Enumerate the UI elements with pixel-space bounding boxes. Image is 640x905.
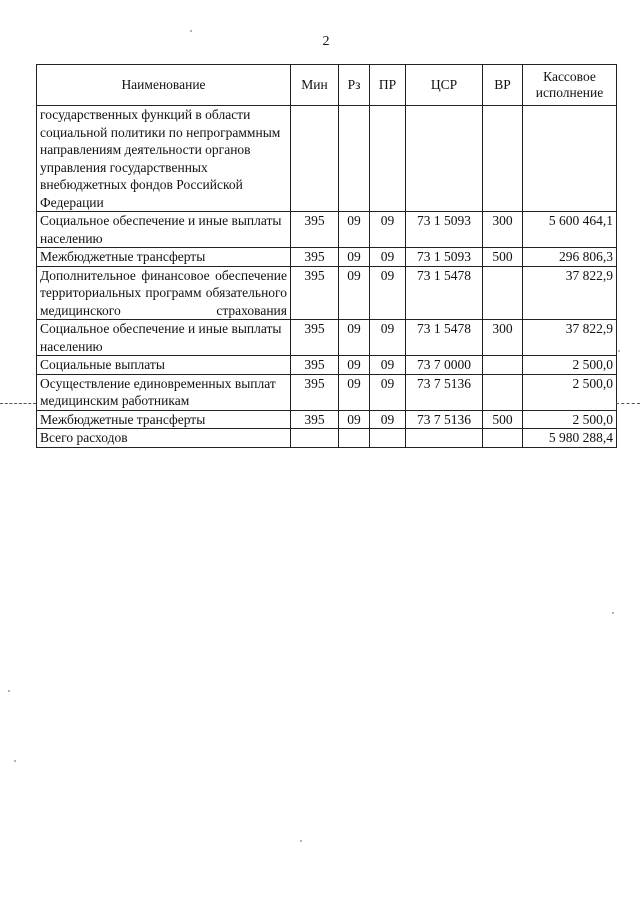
row-min: 395 xyxy=(291,266,339,320)
row-rz: 09 xyxy=(339,212,370,248)
table-row xyxy=(37,266,617,320)
row-csr: 73 7 0000 xyxy=(406,356,483,375)
header-pr: ПР xyxy=(370,65,406,106)
row-amount: 37 822,9 xyxy=(523,266,617,320)
row-rz: 09 xyxy=(339,374,370,410)
row-vr: 500 xyxy=(483,410,523,429)
scan-speck xyxy=(190,30,192,32)
expenditure-table xyxy=(36,64,617,448)
row-pr: 09 xyxy=(370,320,406,356)
row-csr xyxy=(406,106,483,212)
row-min xyxy=(291,429,339,448)
row-pr xyxy=(370,429,406,448)
row-amount: 2 500,0 xyxy=(523,410,617,429)
row-rz xyxy=(339,106,370,212)
row-pr: 09 xyxy=(370,356,406,375)
page-number: 2 xyxy=(322,34,330,49)
row-min xyxy=(291,106,339,212)
row-amount: 37 822,9 xyxy=(523,320,617,356)
row-amount: 5 980 288,4 xyxy=(523,429,617,448)
row-csr: 73 7 5136 xyxy=(406,410,483,429)
row-name: Дополнительное финансовое обеспечение территориальных программ обязательного медицинского страхования xyxy=(37,266,291,320)
row-csr xyxy=(406,429,483,448)
table-header-row xyxy=(37,65,617,106)
header-amount: Кассовое исполнение xyxy=(523,65,617,106)
scan-speck xyxy=(14,760,16,762)
scan-speck xyxy=(612,612,614,614)
row-min: 395 xyxy=(291,320,339,356)
row-min: 395 xyxy=(291,356,339,375)
scan-dash-line-left xyxy=(0,403,36,404)
header-rz: Рз xyxy=(339,65,370,106)
header-csr: ЦСР xyxy=(406,65,483,106)
row-name: Социальное обеспечение и иные выплаты населению xyxy=(37,212,291,248)
table-row xyxy=(37,248,617,267)
row-rz: 09 xyxy=(339,410,370,429)
row-name: Социальное обеспечение и иные выплаты населению xyxy=(37,320,291,356)
row-name: Межбюджетные трансферты xyxy=(37,248,291,267)
row-amount xyxy=(523,106,617,212)
row-amount: 5 600 464,1 xyxy=(523,212,617,248)
row-csr: 73 7 5136 xyxy=(406,374,483,410)
row-pr: 09 xyxy=(370,266,406,320)
table-row xyxy=(37,356,617,375)
row-csr: 73 1 5478 xyxy=(406,266,483,320)
row-vr xyxy=(483,429,523,448)
row-min: 395 xyxy=(291,248,339,267)
row-rz: 09 xyxy=(339,320,370,356)
row-rz xyxy=(339,429,370,448)
row-csr: 73 1 5478 xyxy=(406,320,483,356)
row-csr: 73 1 5093 xyxy=(406,212,483,248)
row-rz: 09 xyxy=(339,248,370,267)
row-pr xyxy=(370,106,406,212)
table-row xyxy=(37,320,617,356)
row-pr: 09 xyxy=(370,410,406,429)
row-vr xyxy=(483,374,523,410)
table-row xyxy=(37,212,617,248)
row-amount: 2 500,0 xyxy=(523,356,617,375)
table-row xyxy=(37,106,617,212)
row-min: 395 xyxy=(291,374,339,410)
row-name: Межбюджетные трансферты xyxy=(37,410,291,429)
table-row xyxy=(37,410,617,429)
row-vr: 300 xyxy=(483,212,523,248)
row-rz: 09 xyxy=(339,356,370,375)
row-amount: 296 806,3 xyxy=(523,248,617,267)
row-min: 395 xyxy=(291,410,339,429)
row-name: государственных функций в области социальной политики по непрограммным направлениям деятельности органов управления государственных внебюджетных фондов Российской Федерации xyxy=(37,106,291,212)
row-vr xyxy=(483,106,523,212)
table-row xyxy=(37,374,617,410)
row-name: Всего расходов xyxy=(37,429,291,448)
scan-dash-line-right xyxy=(616,403,640,404)
table-total-row xyxy=(37,429,617,448)
row-pr: 09 xyxy=(370,374,406,410)
row-min: 395 xyxy=(291,212,339,248)
row-vr: 300 xyxy=(483,320,523,356)
row-pr: 09 xyxy=(370,248,406,267)
row-rz: 09 xyxy=(339,266,370,320)
header-vr: ВР xyxy=(483,65,523,106)
row-name: Осуществление единовременных выплат медицинским работникам xyxy=(37,374,291,410)
header-name: Наименование xyxy=(37,65,291,106)
scan-speck xyxy=(618,350,620,352)
scan-speck xyxy=(300,840,302,842)
row-vr xyxy=(483,356,523,375)
row-csr: 73 1 5093 xyxy=(406,248,483,267)
row-name: Социальные выплаты xyxy=(37,356,291,375)
row-amount: 2 500,0 xyxy=(523,374,617,410)
row-pr: 09 xyxy=(370,212,406,248)
row-vr: 500 xyxy=(483,248,523,267)
scan-speck xyxy=(8,690,10,692)
row-vr xyxy=(483,266,523,320)
header-min: Мин xyxy=(291,65,339,106)
